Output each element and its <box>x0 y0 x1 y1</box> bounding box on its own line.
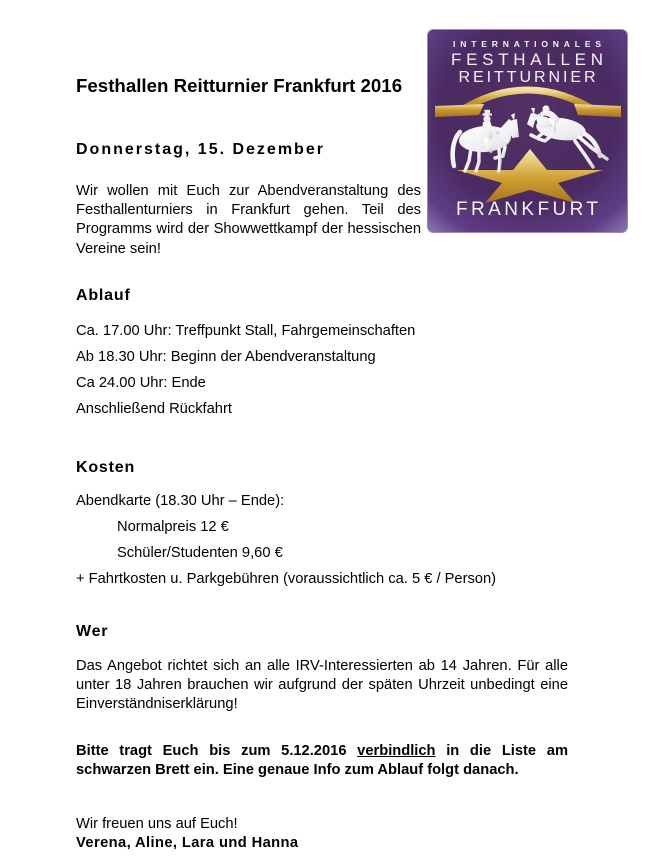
section-heading-ablauf: Ablauf <box>76 287 131 304</box>
section-heading-kosten: Kosten <box>76 459 136 476</box>
cost-item: Normalpreis 12 € <box>117 519 229 535</box>
event-logo-graphic <box>427 29 628 233</box>
section-heading-wer: Wer <box>76 623 109 640</box>
notice-text-after: in die Liste am schwarzen Brett ein. Eine genaue Info zum Ablauf folgt danach. <box>76 743 569 779</box>
notice-text-before: Bitte tragt Euch bis zum 5.12.2016 <box>76 743 358 759</box>
schedule-item: Anschließend Rückfahrt <box>76 401 232 417</box>
signature-line: Verena, Aline, Lara und Hanna <box>76 835 299 852</box>
audience-paragraph: Das Angebot richtet sich an alle IRV-Interessierten ab 14 Jahren. Für alle unter 18 Jahren brauchen wir aufgrund der späten Uhrzeit unbedingt eine Einverständniserklärung! <box>76 658 568 713</box>
cost-intro-line: Abendkarte (18.30 Uhr – Ende): <box>76 493 285 509</box>
intro-paragraph: Wir wollen mit Euch zur Abendveranstaltung des Festhallenturniers in Frankfurt gehen. Teil des Programms wird der Showwettkampf der hessischen Vereine sein! <box>76 183 421 257</box>
cost-extra-line: + Fahrtkosten u. Parkgebühren (voraussichtlich ca. 5 € / Person) <box>76 571 497 587</box>
cost-item: Schüler/Studenten 9,60 € <box>117 545 283 561</box>
logo-name-line1: FESTHALLEN <box>451 50 603 69</box>
logo-top-label: INTERNATIONALES <box>453 39 601 49</box>
event-logo <box>427 29 628 233</box>
schedule-item: Ab 18.30 Uhr: Beginn der Abendveranstaltung <box>76 349 376 365</box>
schedule-item: Ca 24.00 Uhr: Ende <box>76 375 206 391</box>
cost-list <box>76 492 596 596</box>
schedule-list <box>76 322 596 426</box>
logo-name-line2: REITTURNIER <box>458 69 596 86</box>
closing-block <box>76 815 568 853</box>
logo-city-label: FRANKFURT <box>456 199 598 220</box>
date-heading: Donnerstag, 15. Dezember <box>76 141 325 158</box>
signup-notice <box>76 742 568 780</box>
schedule-item: Ca. 17.00 Uhr: Treffpunkt Stall, Fahrgemeinschaften <box>76 323 416 339</box>
notice-underlined-word: verbindlich <box>357 743 436 759</box>
page-title: Festhallen Reitturnier Frankfurt 2016 <box>76 75 403 96</box>
closing-line: Wir freuen uns auf Euch! <box>76 816 238 832</box>
